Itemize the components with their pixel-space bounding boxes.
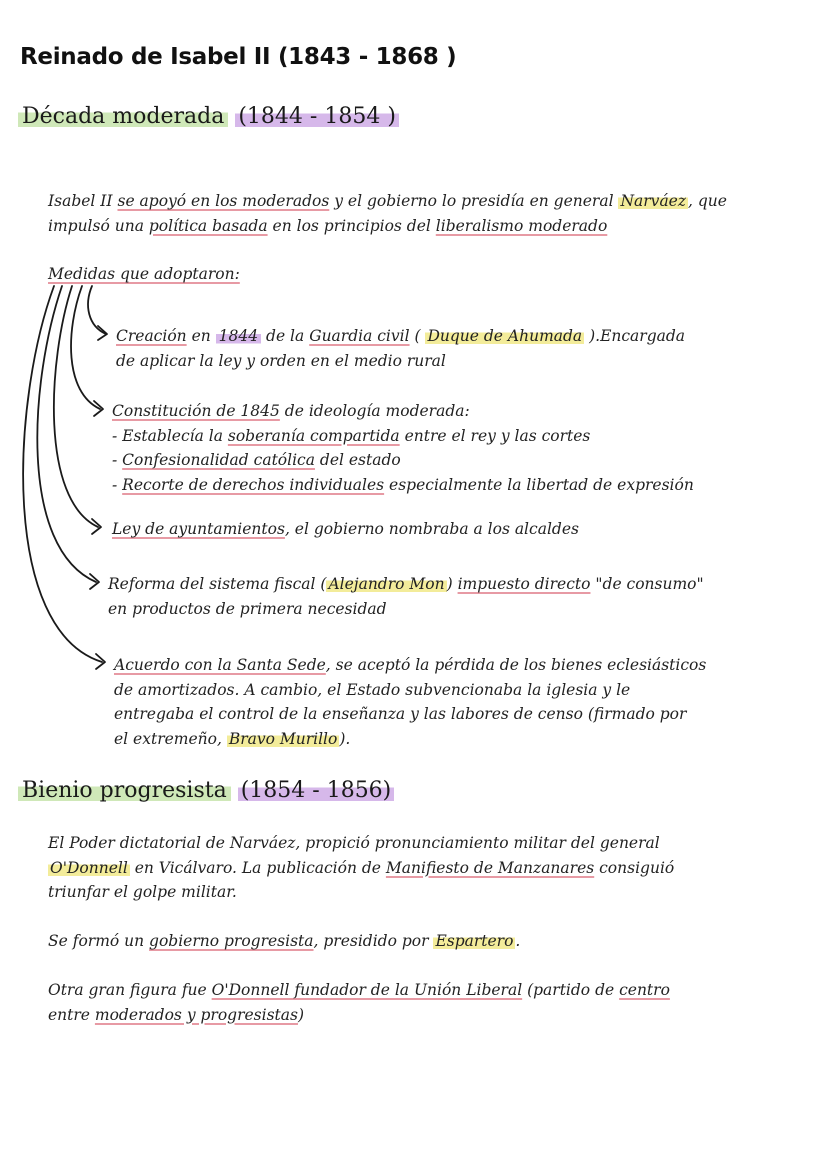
section-years: (1854 - 1856) (238, 778, 395, 803)
highlight-odonnell: O'Donnell (50, 858, 128, 877)
section-years: (1844 - 1854 ) (235, 104, 399, 129)
paragraph-line: O'Donnell en Vicálvaro. La publicación de Manifiesto de Manzanares consiguió (50, 858, 675, 877)
section-name: Bienio progresista (18, 778, 231, 803)
paragraph-line: entre moderados y progresistas) (48, 1005, 305, 1024)
highlight-alejandro-mon: Alejandro Mon (328, 575, 445, 593)
bullet-recorte-derechos: - Recorte de derechos individuales especialmente la libertad de expresión (112, 475, 694, 494)
arrow-to-measure-5 (23, 286, 102, 662)
measures-label: Medidas que adoptaron: (48, 265, 240, 283)
measure-line: el extremeño, Bravo Murillo ). (114, 729, 351, 748)
measure-line: Acuerdo con la Santa Sede, se aceptó la pérdida de los bienes eclesiásticos (114, 656, 707, 674)
measure-ley-ayuntamientos: Ley de ayuntamientos, el gobierno nombraba a los alcaldes (112, 520, 579, 538)
arrow-to-measure-3 (54, 286, 98, 527)
bienio-paragraph-2: Se formó un gobierno progresista, presidido por Espartero . (48, 932, 521, 950)
section-name: Década moderada (18, 104, 228, 129)
intro-line-2: impulsó una política basada en los principios del liberalismo moderado (48, 216, 608, 235)
intro-line-1: Isabel II se apoyó en los moderados y el gobierno lo presidía en general Narváez , que (48, 192, 727, 210)
measure-line: Reforma del sistema fiscal ( Alejandro Mon ) impuesto directo "de consumo" (108, 575, 704, 593)
year-1844: 1844 (216, 327, 261, 345)
bullet-confesionalidad: - Confesionalidad católica del estado (112, 451, 401, 469)
highlight-bravo-murillo: Bravo Murillo (228, 729, 338, 748)
arrow-to-measure-4 (37, 286, 96, 582)
arrow-to-measure-2 (71, 286, 100, 409)
highlight-duque-ahumada: Duque de Ahumada (427, 327, 583, 345)
paragraph-line: Otra gran figura fue O'Donnell fundador de la Unión Liberal (partido de centro (48, 981, 670, 999)
measure-line: de amortizados. A cambio, el Estado subvencionaba la iglesia y le (114, 680, 631, 699)
highlight-espartero: Espartero (435, 932, 514, 950)
highlight-narvaez: Narváez (620, 192, 687, 210)
bullet-soberania: - Establecía la soberanía compartida entre el rey y las cortes (112, 426, 591, 445)
measure-line: Constitución de 1845 de ideología moderada: (112, 402, 470, 420)
paragraph-line: El Poder dictatorial de Narváez, propició pronunciamiento militar del general (48, 834, 660, 852)
measure-line: Creación en 1844 de la Guardia civil ( Duque de Ahumada ).Encargada (116, 327, 686, 345)
measure-line: en productos de primera necesidad (108, 599, 387, 618)
paragraph-line: triunfar el golpe militar. (48, 883, 237, 901)
page-title: Reinado de Isabel II (1843 - 1868 ) (20, 44, 457, 70)
measure-line: entregaba el control de la enseñanza y las labores de censo (firmado por (114, 705, 687, 723)
measure-line: de aplicar la ley y orden en el medio rural (116, 351, 446, 370)
arrow-to-measure-1 (88, 286, 106, 334)
